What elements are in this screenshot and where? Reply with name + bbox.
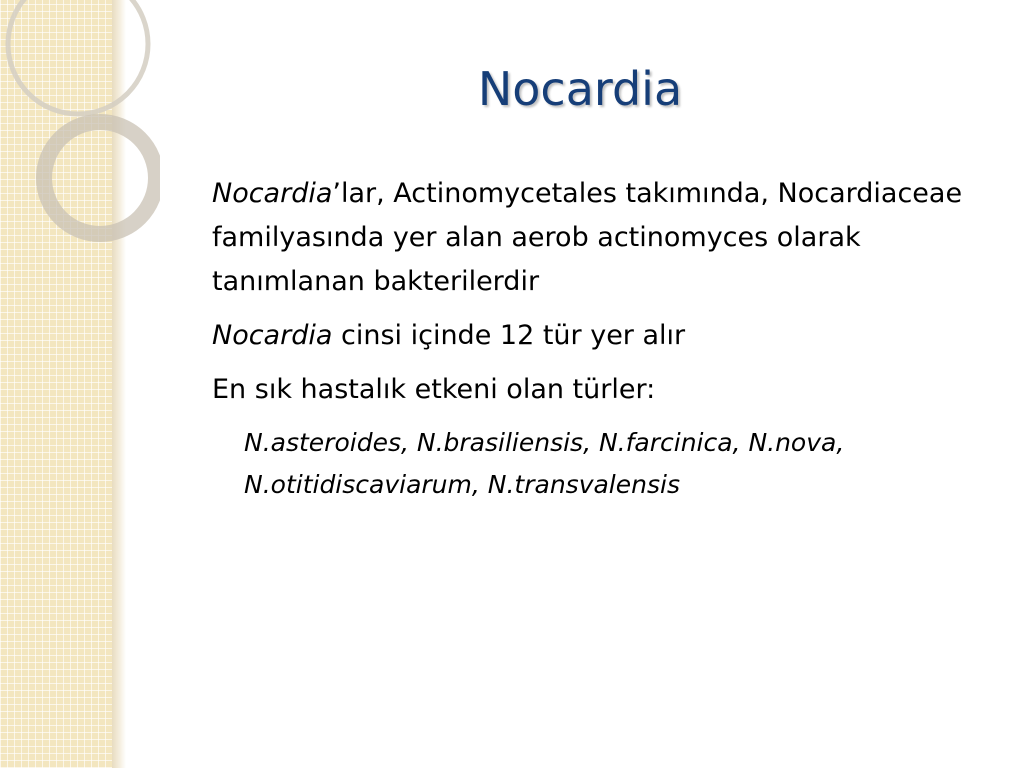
bullet-species-count — [212, 314, 972, 358]
bullet-common-species: En sık hastalık etkeni olan türler: — [212, 374, 656, 405]
genus-term: Nocardia — [212, 320, 333, 351]
ring-bottom — [44, 122, 156, 234]
bullet-definition — [212, 172, 972, 304]
ring-top — [8, 0, 148, 114]
definition-text: ’lar, Actinomycetales takımında, Nocardiaceae familyasında yer alan aerob actinomyces olarak tanımlanan bakterilerdir — [212, 178, 963, 297]
decorative-rings — [0, 0, 160, 260]
slide-title: Nocardia — [477, 62, 683, 116]
species-list: N.asteroides, N.brasiliensis, N.farcinica, N.nova, N.otitidiscaviarum, N.transvalensis — [244, 428, 845, 499]
slide-content — [212, 172, 972, 506]
genus-term: Nocardia — [212, 178, 333, 209]
species-count-text: cinsi içinde 12 tür yer alır — [332, 320, 686, 351]
